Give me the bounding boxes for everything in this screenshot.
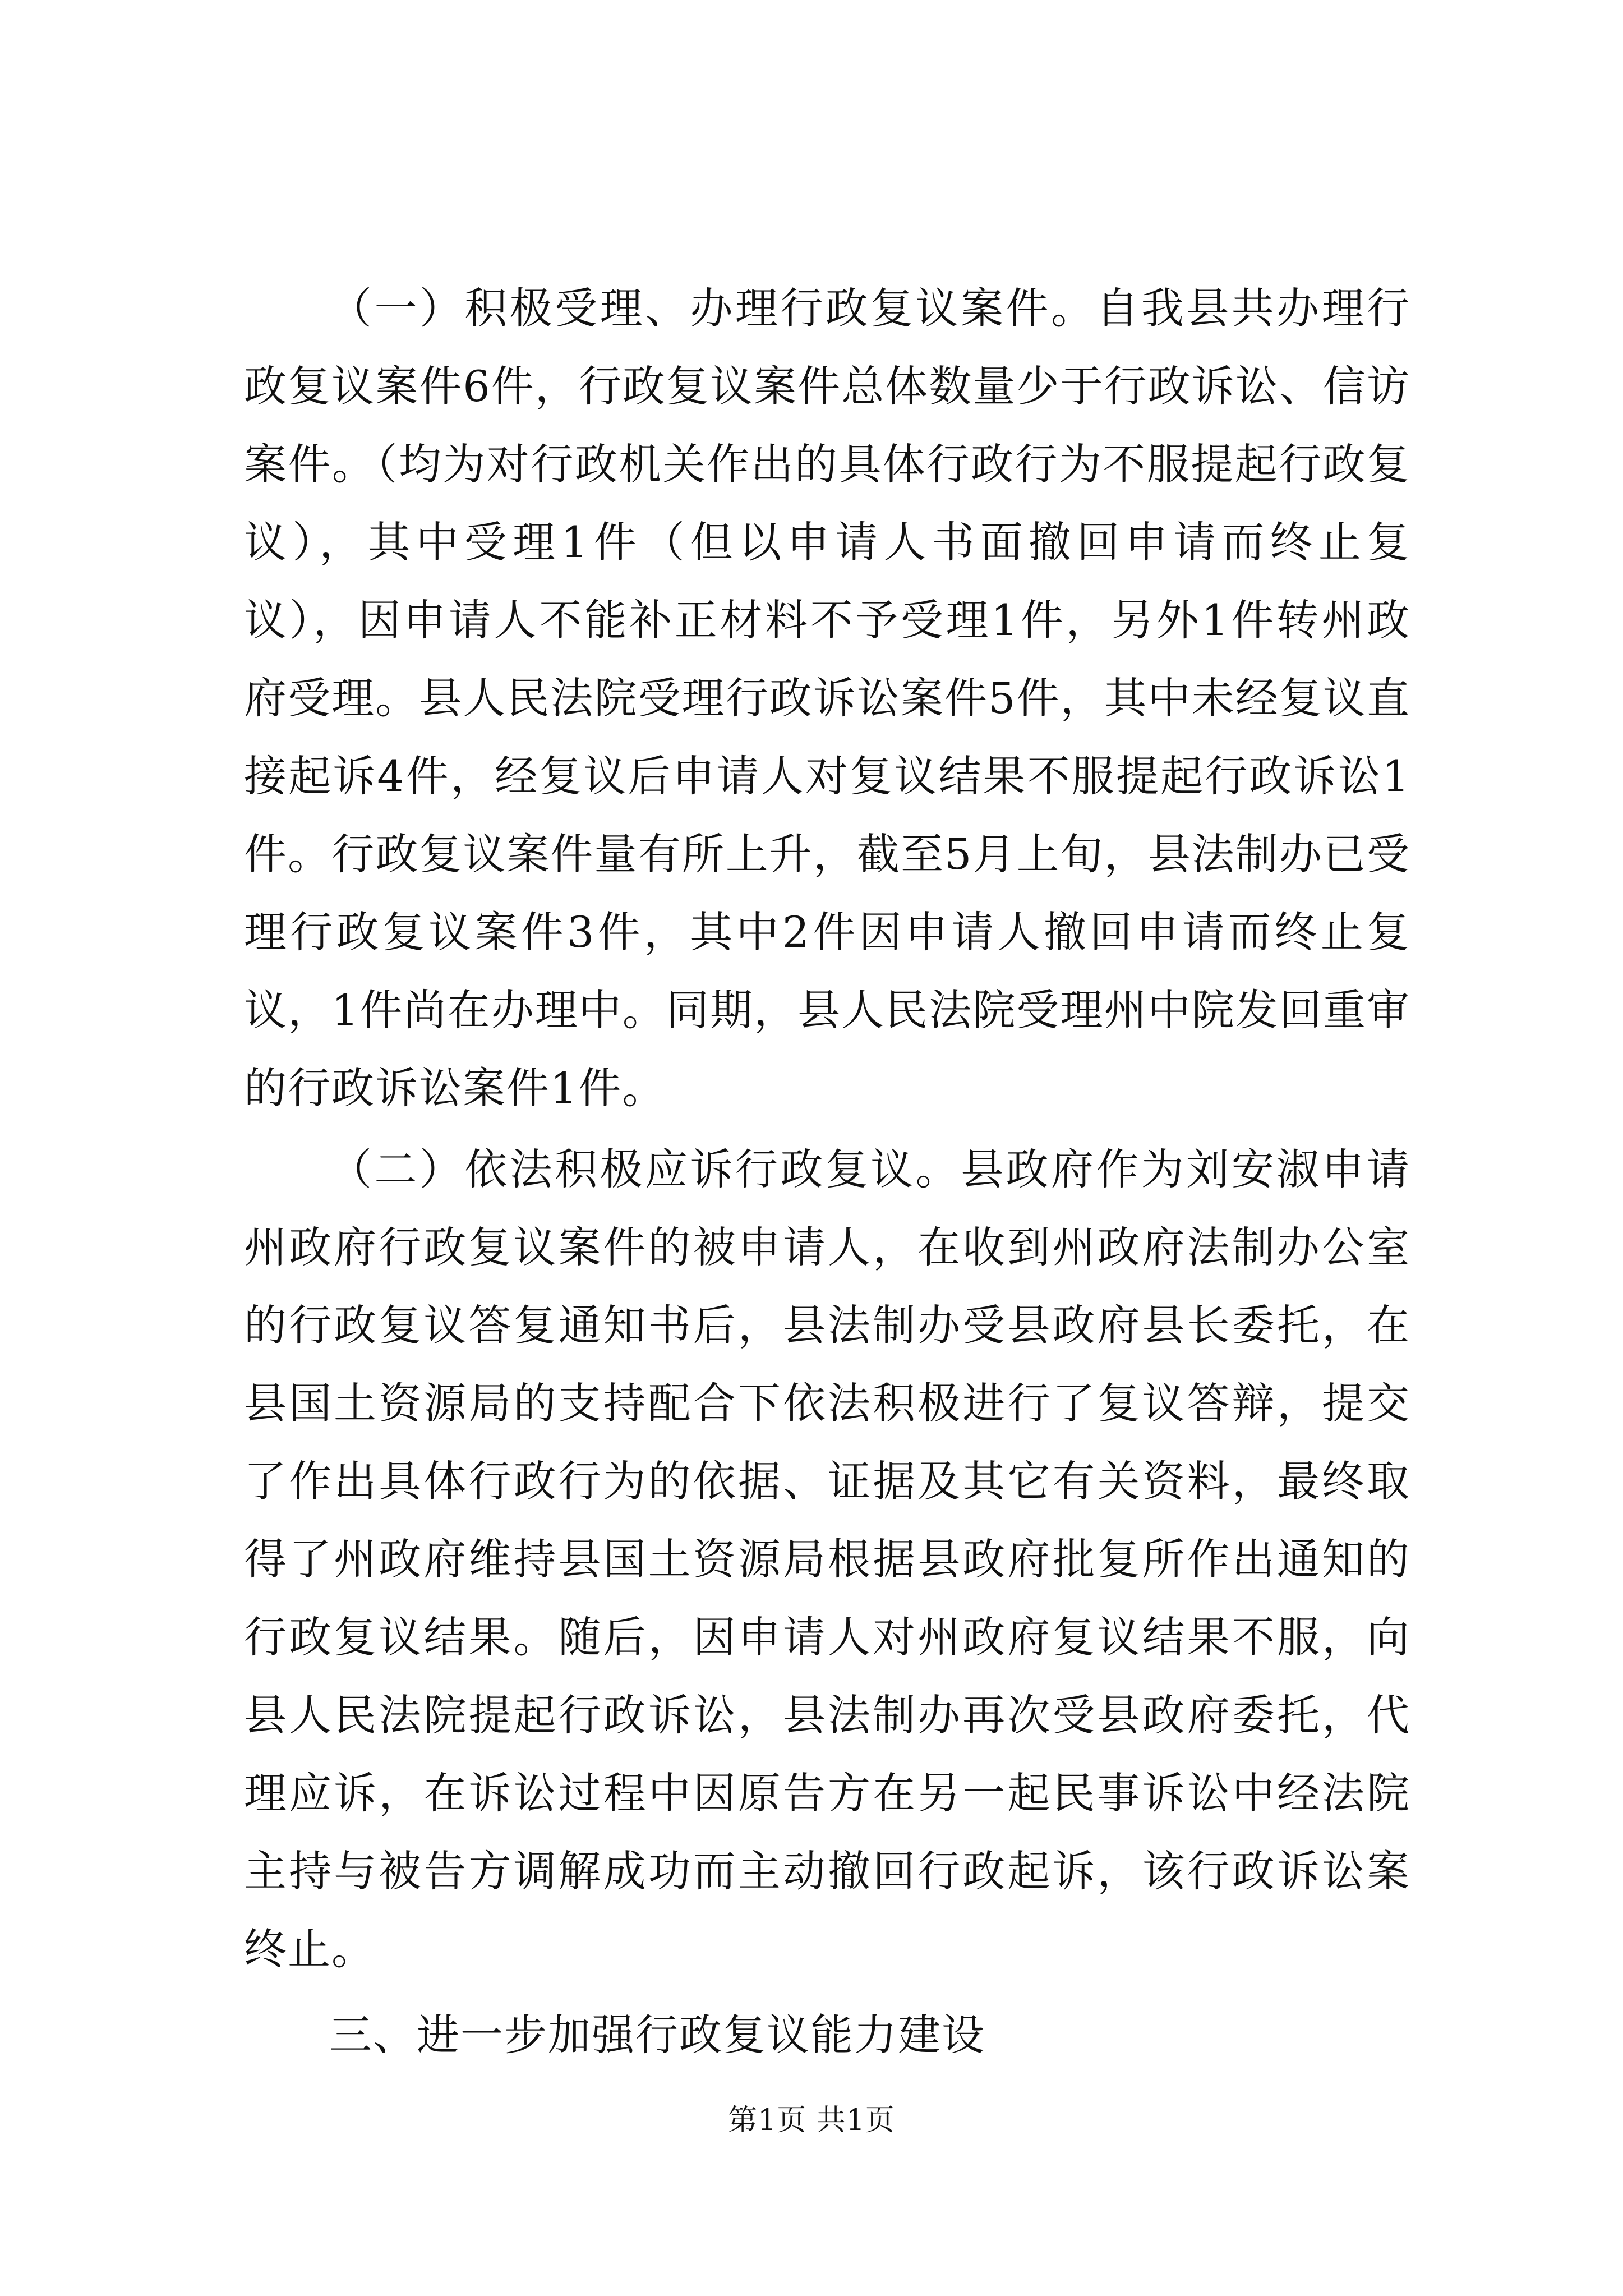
paragraph-litigation-response: （二）依法积极应诉行政复议。县政府作为刘安淑申请州政府行政复议案件的被申请人，在收到州政府法制办公室的行政复议答复通知书后，县法制办受县政府县长委托，在县国土资源局的支持配合下依法积极进行了复议答辩，提交了作出具体行政行为的依据、证据及其它有关资料，最终取得了州政府维持县国土资源局根据县政府批复所作出通知的行政复议结果。随后，因申请人对州政府复议结果不服，向县人民法院提起行政诉讼，县法制办再次受县政府委托，代理应诉，在诉讼过程中因原告方在另一起民事诉讼中经法院主持与被告方调解成功而主动撤回行政起诉，该行政诉讼案终止。 — [244, 1144, 1410, 1974]
section-heading: 三、进一步加强行政复议能力建设 — [329, 2010, 985, 2060]
paragraph-case-handling: （一）积极受理、办理行政复议案件。自我县共办理行政复议案件6件，行政复议案件总体数量少于行政诉讼、信访案件。（均为对行政机关作出的具体行政行为不服提起行政复议），其中受理1件（但以申请人书面撤回申请而终止复议），因申请人不能补正材料不予受理1件，另外1件转州政府受理。县人民法院受理行政诉讼案件5件，其中未经复议直接起诉4件，经复议后申请人对复议结果不服提起行政诉讼1件。行政复议案件量有所上升，截至5月上旬，县法制办已受理行政复议案件3件，其中2件因申请人撤回申请而终止复议，1件尚在办理中。同期，县人民法院受理州中院发回重审的行政诉讼案件1件。 — [244, 283, 1410, 1113]
document-body — [244, 269, 1410, 2074]
page-footer: 第1页 共1页 — [728, 2104, 895, 2137]
